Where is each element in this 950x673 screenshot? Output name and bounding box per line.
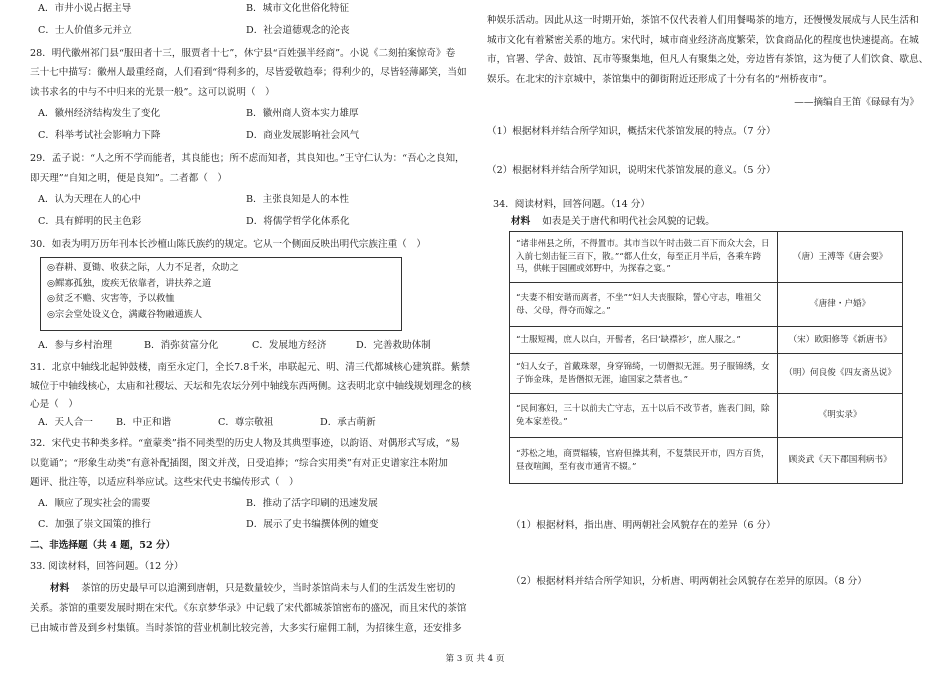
q34-sub2: （2）根据材料并结合所学知识，分析唐、明两朝社会风貌存在差异的原因。（8 分）: [511, 576, 867, 587]
q28-option-b: B．徽州商人资本实力雄厚: [246, 108, 359, 119]
q32-option-c: C．加强了崇文国策的推行: [38, 519, 151, 530]
rule-item: ◎宗会堂处设义仓，满藏谷物融通族人: [47, 308, 203, 320]
option-b: B．城市文化世俗化特征: [246, 3, 349, 14]
material-source: ——摘编自王笛《碌碌有为》: [794, 97, 919, 108]
q28-line: 28．明代徽州祁门县“服田者十三，服贾者十七”，休宁县“百姓强半经商”。小说《二刻拍案惊奇》卷: [30, 48, 456, 59]
table-row: [510, 232, 903, 283]
material-cont-line: 娱乐。在北宋的汴京城中，茶馆集中的御街附近还形成了十分有名的“州桥夜市”。: [487, 74, 833, 85]
table-row: [510, 283, 903, 327]
page-footer: 第 3 页 共 4 页: [445, 654, 505, 664]
q29-option-d: D．将儒学哲学化体系化: [246, 216, 350, 227]
q29-option-a: A．认为天理在人的心中: [38, 194, 141, 205]
table-row: [510, 394, 903, 438]
q28-option-a: A．徽州经济结构发生了变化: [38, 108, 161, 119]
q30-rules-box: [40, 257, 402, 331]
q31-line: 城位于中轴线核心，太庙和社稷坛、天坛和先农坛分列中轴线东西两侧。这表明北京中轴线规划理念的核: [30, 381, 472, 392]
records-table: [509, 231, 903, 484]
q32-line: 32．宋代史书种类多样。“童蒙类”指不同类型的历史人物及其典型事迹，以韵语、对偶形式写成，“易: [30, 438, 460, 449]
q31-line: 心是（ ）: [30, 399, 78, 410]
q33-material-line: 关系。茶馆的重要发展时期在宋代。《东京梦华录》中记载了宋代都城茶馆密布的盛况，而且宋代的茶馆: [30, 603, 467, 614]
table-row: [510, 438, 903, 484]
option-a: A．市井小说占据主导: [38, 3, 132, 14]
q33-material-line: [30, 582, 455, 595]
rule-item: ◎贫乏不赡、灾害等，予以救恤: [47, 293, 175, 304]
table-row: [510, 354, 903, 394]
table-row: [510, 327, 903, 354]
q31-option-b: B．中正和谐: [116, 417, 172, 428]
q30-stem: 30．如表为明万历年刊本长沙檀山陈氏族约的规定。它从一个侧面反映出明代宗族注重（ ）: [30, 239, 426, 250]
q34-sub1: （1）根据材料，指出唐、明两朝社会风貌存在的差异（6 分）: [511, 520, 776, 531]
q33-sub1: （1）根据材料并结合所学知识，概括宋代茶馆发展的特点。（7 分）: [487, 126, 776, 137]
q33-material-line: 已由城市普及到乡村集镇。当时茶馆的营业机制比较完善，大多实行雇佣工制，为招徕生意，还安排多: [30, 623, 462, 634]
q34-material-line: [511, 215, 715, 228]
q30-option-b: B．消弥贫富分化: [144, 340, 219, 351]
rule-item: ◎春耕、夏锄、收获之际，人力不足者，众助之: [47, 262, 239, 273]
q31-line: 31．北京中轴线北起钟鼓楼，南至永定门，全长7.8千米，串联起元、明、清三代都城核心建筑群。紫禁: [30, 362, 470, 373]
q33-stem: 33. 阅读材料，回答问题。（12 分）: [30, 561, 184, 572]
record-source: （明）何良俊《四友斋丛说》: [778, 354, 903, 394]
q31-option-a: A．天人合一: [38, 417, 93, 428]
option-d: D．社会道德观念的沦丧: [246, 25, 350, 36]
q30-option-c: C．发展地方经济: [252, 340, 327, 351]
q30-option-a: A．参与乡村治理: [38, 340, 113, 351]
q32-option-a: A．顺应了现实社会的需要: [38, 498, 151, 509]
record-text: “民间寡妇，三十以前夫亡守志，五十以后不改节者，旌表门闾，除免本家差役。”: [510, 394, 778, 438]
section-heading: 二、非选择题（共 4 题，52 分）: [30, 540, 176, 551]
material-cont-line: 种娱乐活动。因此从这一时期开始，茶馆不仅代表着人们用餐喝茶的地方，还慢慢发展成与人民生活和: [487, 15, 919, 26]
record-source: （唐）王溥等《唐会要》: [778, 232, 903, 283]
q28-option-c: C．科举考试社会影响力下降: [38, 130, 161, 141]
q29-line: 29．孟子说：“人之所不学而能者，其良能也；所不虑而知者，其良知也。”王守仁认为：“吾心之良知，: [30, 153, 465, 164]
q29-option-b: B．主张良知是人的本性: [246, 194, 349, 205]
record-text: “苏松之地，商贾辐辏，官府但操其利，不复禁民开市，四方百货，昼夜喧阗，至有夜市通宵不辍。”: [510, 438, 778, 484]
record-text: “士服短褐，庶人以白，开髻者，名曰‘缺襟衫’，庶人服之。”: [510, 327, 778, 354]
q28-line: 三十七中描写：徽州人最重经商，人们看到“得利多的，尽皆爱敬趋奉；得利少的，尽皆轻薄鄙笑，当如: [30, 67, 467, 78]
q29-line: 即天理”“自知之明，便是良知”。二者都（ ）: [30, 173, 227, 184]
q30-option-d: D．完善救助体制: [356, 340, 431, 351]
q28-line: 读书求名的中与不中归来的光景一般”。这可以说明（ ）: [30, 87, 275, 98]
record-source: 《明实录》: [778, 394, 903, 438]
material-cont-line: 市，官署、学舍、鼓馆、瓦市等聚集地，但凡人有聚集之处，旁边皆有茶馆，这为便了人们饮食、歇息、: [487, 54, 929, 65]
q32-option-b: B．推动了活字印刷的迅速发展: [246, 498, 378, 509]
material-text: 茶馆的历史最早可以追溯到唐朝，只是数量较少，当时茶馆尚未与人们的生活发生密切的: [81, 583, 456, 594]
q32-option-d: D．展示了史书编撰体例的嬗变: [246, 519, 379, 530]
q33-sub2: （2）根据材料并结合所学知识，说明宋代茶馆发展的意义。（5 分）: [487, 165, 776, 176]
q32-line: 以览诵”；“形象生动类”有意补配插图，图文并茂，日受追捧；“综合实用类”有对正史谱家注本附加: [30, 458, 448, 469]
q28-option-d: D．商业发展影响社会风气: [246, 130, 360, 141]
record-text: “妇人女子，首戴珠翠，身穿锦绮，一切僭拟无涯。男子服锦绣，女子饰金珠，是皆僭拟无涯，逾国家之禁者也。”: [510, 354, 778, 394]
q31-option-d: D．承古萌新: [320, 417, 376, 428]
q31-option-c: C．尊宗敬祖: [218, 417, 274, 428]
record-source: （宋）欧阳修等《新唐书》: [778, 327, 903, 354]
option-c: C．士人价值多元并立: [38, 25, 132, 36]
q29-option-c: C．具有鲜明的民主色彩: [38, 216, 142, 227]
material-text: 如表是关于唐代和明代社会风貌的记载。: [542, 216, 715, 227]
record-text: “夫妻不相安谐而离者，不坐”“妇人夫丧服除，誓心守志，唯祖父母、父母，得夺而嫁之。”: [510, 283, 778, 327]
record-text: “诸非州县之所，不得置市。其市当以午时击鼓二百下而众大会，日入前七刻击钲三百下，散。”“都人仕女，每至正月半后，各乘车跨马，供帐于园圃或郊野中，为探春之宴。”: [510, 232, 778, 283]
record-source: 顾炎武《天下郡国利病书》: [778, 438, 903, 484]
rule-item: ◎鳏寡孤独，废疾无依靠者，讲扶养之道: [47, 277, 212, 289]
q32-line: 题评、批注等，以适应科举应试。这些宋代史书编传形式（ ）: [30, 477, 299, 488]
material-label: 材料: [511, 216, 531, 227]
material-cont-line: 城市文化有着紧密关系的地方。宋代时，城市商业经济高度繁荣，饮食商品化的程度也快速提高。在城: [487, 35, 919, 46]
record-source: 《唐律・户婚》: [778, 283, 903, 327]
material-label: 材料: [50, 583, 70, 594]
q34-stem: 34．阅读材料，回答问题。（14 分）: [493, 199, 650, 210]
